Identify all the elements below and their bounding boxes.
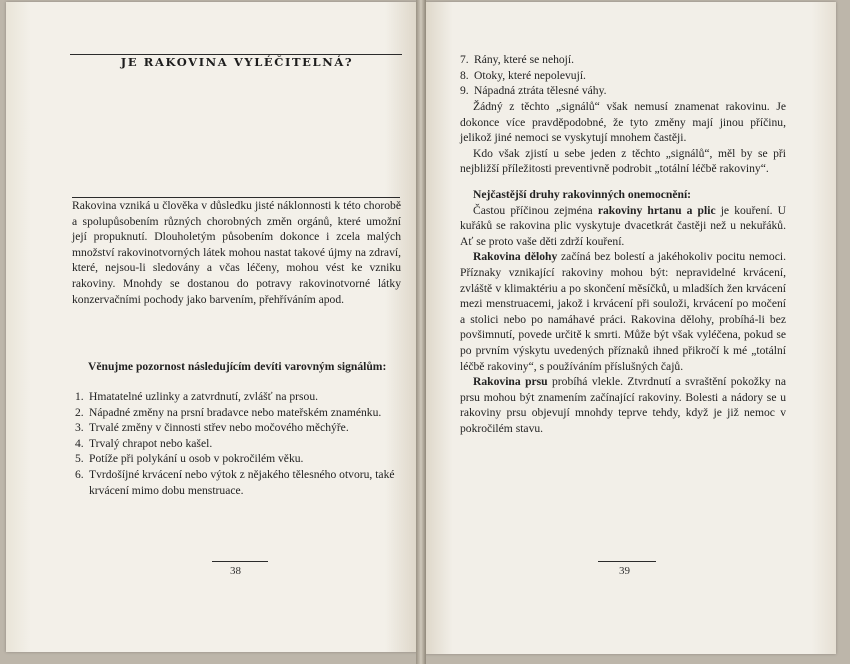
list-item-text: Hmatatelné uzlinky a zatvrdnutí, zvlášť na prsou. <box>89 390 319 403</box>
list-item-number: 6. <box>75 467 84 481</box>
paragraph-breast <box>460 374 786 436</box>
list-item <box>75 405 401 421</box>
page-number-left: 38 <box>230 565 241 577</box>
paragraph-text: Častou příčinou zejména <box>473 203 598 217</box>
paragraph-uterus <box>460 249 786 374</box>
chapter-title: JE RAKOVINA VYLÉČITELNÁ? <box>120 55 354 69</box>
list-item <box>75 436 401 452</box>
paragraph-larynx-lung <box>460 203 786 250</box>
list-item-number: 7. <box>460 53 469 66</box>
paragraph-text: začíná bez bolestí a jakéhokoliv pocitu nemoci. Příznaky vznikající rakoviny mohou být: nepravidelné krvácení, zvláště v klimaktériu a po skončení měsíčků, u mladších žen krvácení mezi menstruacemi, jakož i krvácení při souloži, krvácení po močení a stolici nebo po namáhavé práci. Rakovina dělohy, probíhá-li bez povšimnutí, povede určitě k smrti. Může být však vyléčena, pokud se po prvním výskytu uvedených příznaků ihned přikročí k mé „totální léčbě rakoviny“, s používáním příslušných čajů. <box>460 250 786 373</box>
list-item-text: Trvalé změny v činnosti střev nebo močového měchýře. <box>89 421 349 435</box>
list-item <box>460 83 790 99</box>
list-item <box>75 389 401 405</box>
signals-heading-text: Věnujme pozornost následujícím devíti varovným signálům: <box>88 360 387 373</box>
page-number-rule-right <box>598 561 656 562</box>
list-item <box>75 467 401 498</box>
signals-list <box>75 389 401 498</box>
list-item-text: Nápadné změny na prsní bradavce nebo mateřském znaménku. <box>89 405 382 419</box>
signals-heading <box>88 359 402 375</box>
signals-list-continued <box>460 52 790 99</box>
list-item-number: 9. <box>460 84 469 98</box>
page-number-right: 39 <box>619 565 630 577</box>
list-item-text: Tvrdošíjné krvácení nebo výtok z nějakého tělesného otvoru, také krvácení mimo dobu menstruace. <box>89 467 395 497</box>
paragraph-bold-term: Rakovina prsu <box>473 375 548 389</box>
page-number-rule-left <box>212 561 268 562</box>
paragraph-signals-note: Žádný z těchto „signálů“ však nemusí znamenat rakovinu. Je dokonce více pravděpodobné, že tyto změny mají jinou příčinu, jelikož jiné nemoci se vyskytují mnohem častěji. <box>460 100 786 145</box>
list-item <box>75 451 401 467</box>
paragraph-text: probíhá vlekle. Ztvrdnutí a svraštění pokožky na prsu mohou být znamením začínající rakoviny. Bolesti a nádory se u rakoviny prsu objevují mnohdy teprve tehdy, když je již nemoc v pokročilém stavu. <box>460 375 786 435</box>
types-heading-text: Nejčastější druhy rakovinných onemocnění: <box>473 187 692 201</box>
types-heading <box>460 187 786 203</box>
list-item-number: 3. <box>75 421 84 435</box>
list-item-number: 1. <box>75 390 84 403</box>
book-gutter <box>416 0 426 664</box>
list-item-text: Nápadná ztráta tělesné váhy. <box>474 84 607 98</box>
list-item-text: Rány, které se nehojí. <box>474 53 575 66</box>
paragraph-bold-term: rakoviny hrtanu a plic <box>597 203 716 217</box>
list-item-number: 8. <box>460 68 469 82</box>
paragraph-bold-term: Rakovina dělohy <box>473 250 558 264</box>
list-item-text: Trvalý chrapot nebo kašel. <box>89 436 213 450</box>
left-page <box>6 2 418 652</box>
list-item <box>460 52 790 68</box>
list-item-number: 4. <box>75 436 84 450</box>
list-item-text: Potíže při polykání u osob v pokročilém věku. <box>89 452 304 466</box>
list-item <box>460 68 790 84</box>
right-body <box>460 99 786 436</box>
list-item-number: 5. <box>75 452 84 466</box>
intro-paragraph: Rakovina vzniká u člověka v důsledku jisté náklonnosti k této chorobě a spolupůsobením různých chorobných změn orgánů, které umožní její propuknutí. Dlouholetým působením dokonce i zcela malých množství rakovinotvorných látek mohou nastat takové újmy na zdraví, které, nejsou-li sledovány a včas léčeny, mohou vést ke vzniku rakoviny. Mnohdy se dostanou do potravy rakovinotvorné látky konzervačními pochody jako barvením, přehříváním apod. <box>72 199 401 306</box>
list-item-number: 2. <box>75 405 84 419</box>
list-item-text: Otoky, které nepolevují. <box>474 68 586 82</box>
paragraph-prevention: Kdo však zjistí u sebe jeden z těchto „signálů“, měl by se při nejbližší příležitosti preventivně podrobit „totální léčbě rakoviny“. <box>460 146 786 176</box>
list-item <box>75 420 401 436</box>
paragraph-text: je kouření. U kuřáků se rakovina plic vyskytuje dvacetkrát častěji než u nekuřáků. Ať se proto vaše děti zdrží kouření. <box>460 203 786 248</box>
